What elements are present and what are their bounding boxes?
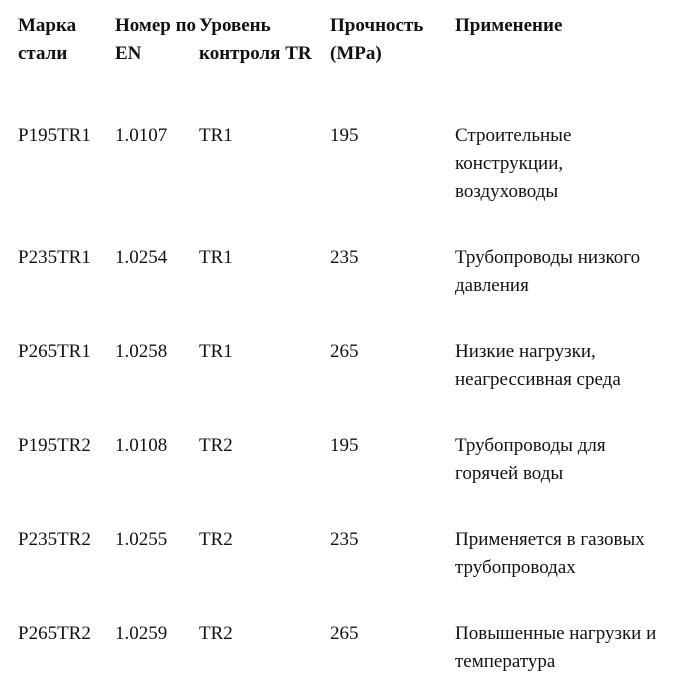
cell-strength: 195: [330, 435, 359, 456]
header-en-number: Номер по EN: [115, 15, 197, 64]
cell-en-number: 1.0259: [115, 623, 168, 644]
cell-strength: 265: [330, 341, 359, 362]
header-steel-grade: Марка стали: [18, 15, 77, 64]
header-tr-level: Уровень контроля TR: [199, 15, 312, 64]
cell-tr-level: TR2: [199, 435, 233, 456]
cell-steel-grade: P195TR1: [18, 125, 91, 146]
cell-application: Низкие нагрузки, неагрессивная среда: [455, 341, 621, 390]
cell-steel-grade: P235TR1: [18, 247, 91, 268]
cell-tr-level: TR1: [199, 125, 233, 146]
cell-tr-level: TR1: [199, 341, 233, 362]
cell-steel-grade: P195TR2: [18, 435, 91, 456]
table-row: [18, 122, 670, 244]
header-application: Применение: [455, 15, 563, 36]
cell-application: Применяется в газовых трубопроводах: [455, 529, 645, 578]
header-strength: Прочность (MPa): [330, 15, 424, 64]
cell-tr-level: TR2: [199, 623, 233, 644]
cell-strength: 235: [330, 529, 359, 550]
cell-en-number: 1.0254: [115, 247, 168, 268]
cell-strength: 265: [330, 623, 359, 644]
cell-steel-grade: P235TR2: [18, 529, 91, 550]
cell-application: Строительные конструкции, воздуховоды: [455, 125, 572, 202]
header-row: [18, 12, 670, 122]
table-row: [18, 526, 670, 620]
cell-strength: 195: [330, 125, 359, 146]
cell-tr-level: TR1: [199, 247, 233, 268]
table-row: [18, 432, 670, 526]
cell-en-number: 1.0255: [115, 529, 168, 550]
cell-en-number: 1.0107: [115, 125, 168, 146]
cell-application: Повышенные нагрузки и температура: [455, 623, 657, 672]
cell-tr-level: TR2: [199, 529, 233, 550]
cell-en-number: 1.0108: [115, 435, 168, 456]
steel-grades-table: [18, 12, 670, 676]
cell-strength: 235: [330, 247, 359, 268]
cell-application: Трубопроводы для горячей воды: [455, 435, 606, 484]
table-row: [18, 620, 670, 676]
table-body: [18, 122, 670, 676]
cell-application: Трубопроводы низкого давления: [455, 247, 641, 296]
table-row: [18, 338, 670, 432]
table-row: [18, 244, 670, 338]
cell-steel-grade: P265TR2: [18, 623, 91, 644]
cell-en-number: 1.0258: [115, 341, 168, 362]
cell-steel-grade: P265TR1: [18, 341, 91, 362]
table-header: [18, 12, 670, 122]
